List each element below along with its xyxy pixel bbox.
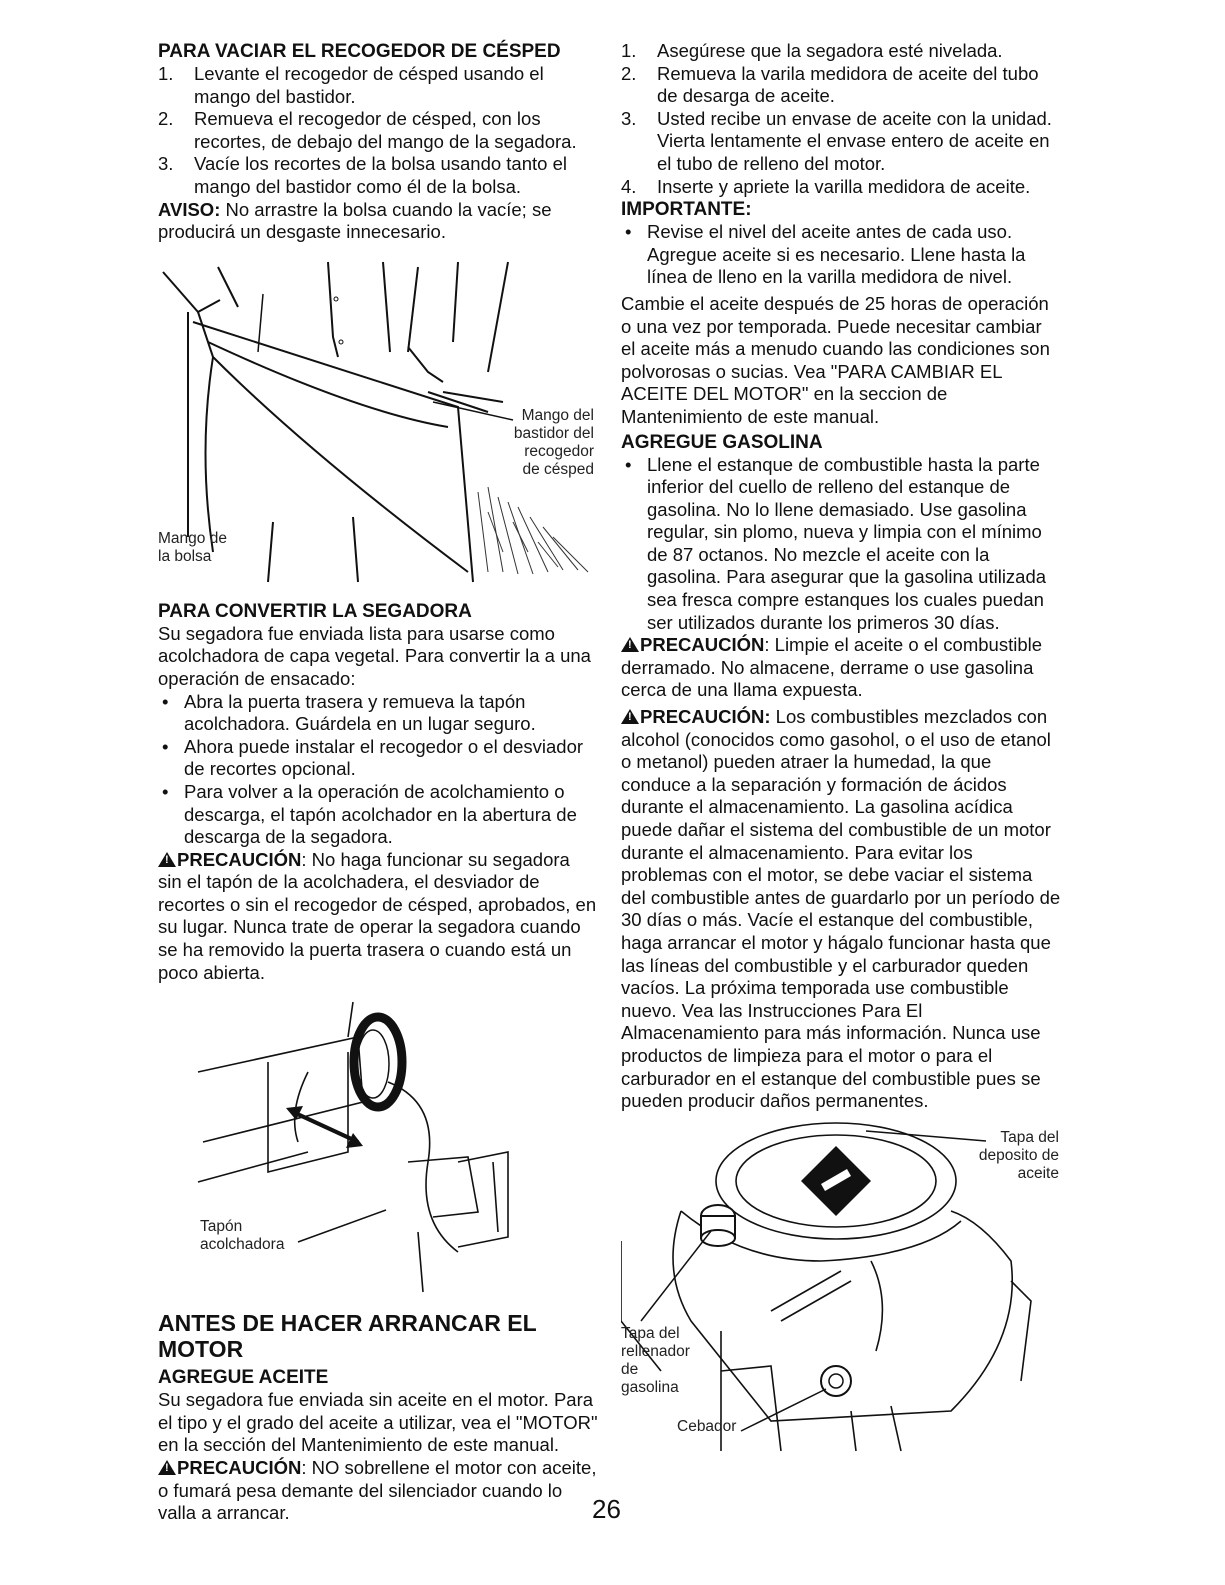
caution-paragraph: !PRECAUCIÓN: Los combustibles mezclados con alcohol (conocidos como gasohol, o el uso de etanol o metanol) pueden atraer la humedad, la que conduce a la separación y formación de ácidos durante el almacenamiento. La gasolina acídica puede dañar el sistema del combustible de un motor durante el almacenamiento. Para evitar los problemas con el motor, se debe vaciar el sistema del combustible antes de guardarlo por un período de 30 días o más. Vacíe el estanque del combustible, haga arrancar el motor y hágalo funcionar hasta que las líneas del combustible y el carburador queden vacíos. La próxima temporada use combustible nuevo. Vea las Instrucciones Para El Almacenamiento para más información. Nunca use productos de limpieza para el motor o para el carburador en el estanque del combustible pues se pueden producir daños permanentes. <box>621 706 1061 1113</box>
caution-paragraph: !PRECAUCIÓN: NO sobrellene el motor con aceite, o fumará pesa demante del silenciador cuando lo valla a arrancar. <box>158 1457 598 1525</box>
list-item: 1. Asegúrese que la segadora esté nivelada. <box>621 40 1003 61</box>
important-bullets <box>621 221 1061 428</box>
list-item: • Para volver a la operación de acolchamiento o descarga, el tapón acolchador en la abertura de descarga de la segadora. <box>162 780 577 848</box>
figure-engine <box>621 1121 1061 1461</box>
list-item: • Revise el nivel del aceite antes de cada uso. Agregue aceite si es necesario. Llene hasta la línea de lleno en la varilla medidora de nivel. <box>625 221 1026 288</box>
list-item: • Llene el estanque de combustible hasta la parte inferior del cuello de relleno del estanque de gasolina. No lo llene demasiado. Use gasolina regular, sin plomo, nueva y limpia con el mínimo de 87 octanos. No mezcle el aceite con la gasolina. Para asegurar que la gasolina utilizada sea fresca compre estanques los cuales puedan ser utilizados durante los primeros 30 días. <box>625 453 1047 633</box>
convert-intro: Su segadora fue enviada lista para usarse como acolchadora de capa vegetal. Para convertir la a una operación de ensacado: <box>158 622 591 689</box>
caution-paragraph: !PRECAUCIÓN: No haga funcionar su segadora sin el tapón de la acolchadera, el desviador de recortes o sin el recogedor de césped, aprobados, en su lugar. Nunca trate de operar la segadora cuando se ha removido la puerta trasera o cuando está un poco abierta. <box>158 849 598 985</box>
right-column <box>621 40 1061 1461</box>
list-item: Cambie el aceite después de 25 horas de operación o una vez por temporada. Puede necesitar cambiar el aceite más a menudo cuando las condiciones son polvorosas o sucias. Vea "PARA CAMBIAR EL ACEITE DEL MOTOR" en la seccion de Mantenimiento de este manual. <box>621 292 1050 427</box>
warning-icon <box>158 852 176 867</box>
figure-caption-primer: Cebador <box>677 1417 737 1435</box>
list-item: • Ahora puede instalar el recogedor o el desviador de recortes opcional. <box>162 735 584 780</box>
subsection-title-add-oil: AGREGUE ACEITE <box>158 1367 329 1389</box>
add-oil-paragraph: Su segadora fue enviada sin aceite en el motor. Para el tipo y el grado del aceite a utilizar, vea el "MOTOR" en la sección del Mantenimiento de este manual. <box>158 1389 598 1456</box>
convert-bullets <box>158 691 598 849</box>
important-heading: IMPORTANTE: <box>621 199 752 221</box>
section-title-empty-bag: PARA VACIAR EL RECOGEDOR DE CÉSPED <box>158 41 561 62</box>
warning-icon <box>621 709 639 724</box>
list-item: 4. Inserte y apriete la varilla medidora de aceite. <box>621 175 1031 197</box>
list-item: 2. Remueva la varila medidora de aceite del tubo de desarga de aceite. <box>621 62 1039 107</box>
warning-icon <box>621 637 639 652</box>
empty-bag-steps <box>158 63 598 199</box>
subsection-title-add-gas: AGREGUE GASOLINA <box>621 431 823 453</box>
figure-emptying-bag <box>158 252 598 592</box>
oil-steps <box>621 40 1061 198</box>
list-item: 1. Levante el recogedor de césped usando el mango del bastidor. <box>158 63 544 107</box>
mulch-plug-illustration <box>158 992 598 1302</box>
caution-paragraph: !PRECAUCIÓN: Limpie el aceite o el combustible derramado. No almacene, derrame o use gasolina cerca de una llama expuesta. <box>621 634 1061 702</box>
figure-caption-bag-handle: Mango de la bolsa <box>158 529 227 565</box>
section-title-before-starting: ANTES DE HACER ARRANCAR EL MOTOR <box>158 1310 537 1363</box>
figure-caption-gas-cap: Tapa del rellenador de gasolina <box>621 1324 690 1396</box>
notice-paragraph: AVISO: No arrastre la bolsa cuando la vacíe; se producirá un desgaste innecesario. <box>158 198 552 243</box>
gas-bullets <box>621 454 1061 635</box>
section-title-convert-mower: PARA CONVERTIR LA SEGADORA <box>158 600 472 622</box>
list-item: 2. Remueva el recogedor de césped, con los recortes, de debajo del mango de la segadora. <box>158 108 577 152</box>
list-item: 3. Usted recibe un envase de aceite con la unidad. Vierta lentamente el envase entero de aceite en el tubo de relleno del motor. <box>621 107 1052 174</box>
left-column <box>158 40 598 1525</box>
figure-caption-oil-cap: Tapa del deposito de aceite <box>978 1128 1059 1182</box>
figure-mulch-plug <box>158 992 598 1302</box>
warning-icon <box>158 1460 176 1475</box>
figure-caption-frame-handle: Mango del bastidor del recogedor de césped <box>513 406 594 478</box>
page-number: 26 <box>592 1494 621 1524</box>
list-item: • Abra la puerta trasera y remueva la tapón acolchadora. Guárdela en un lugar seguro. <box>162 690 536 735</box>
figure-caption-mulch-plug: Tapón acolchadora <box>200 1218 285 1254</box>
list-item: 3. Vacíe los recortes de la bolsa usando tanto el mango del bastidor como él de la bolsa. <box>158 153 567 197</box>
